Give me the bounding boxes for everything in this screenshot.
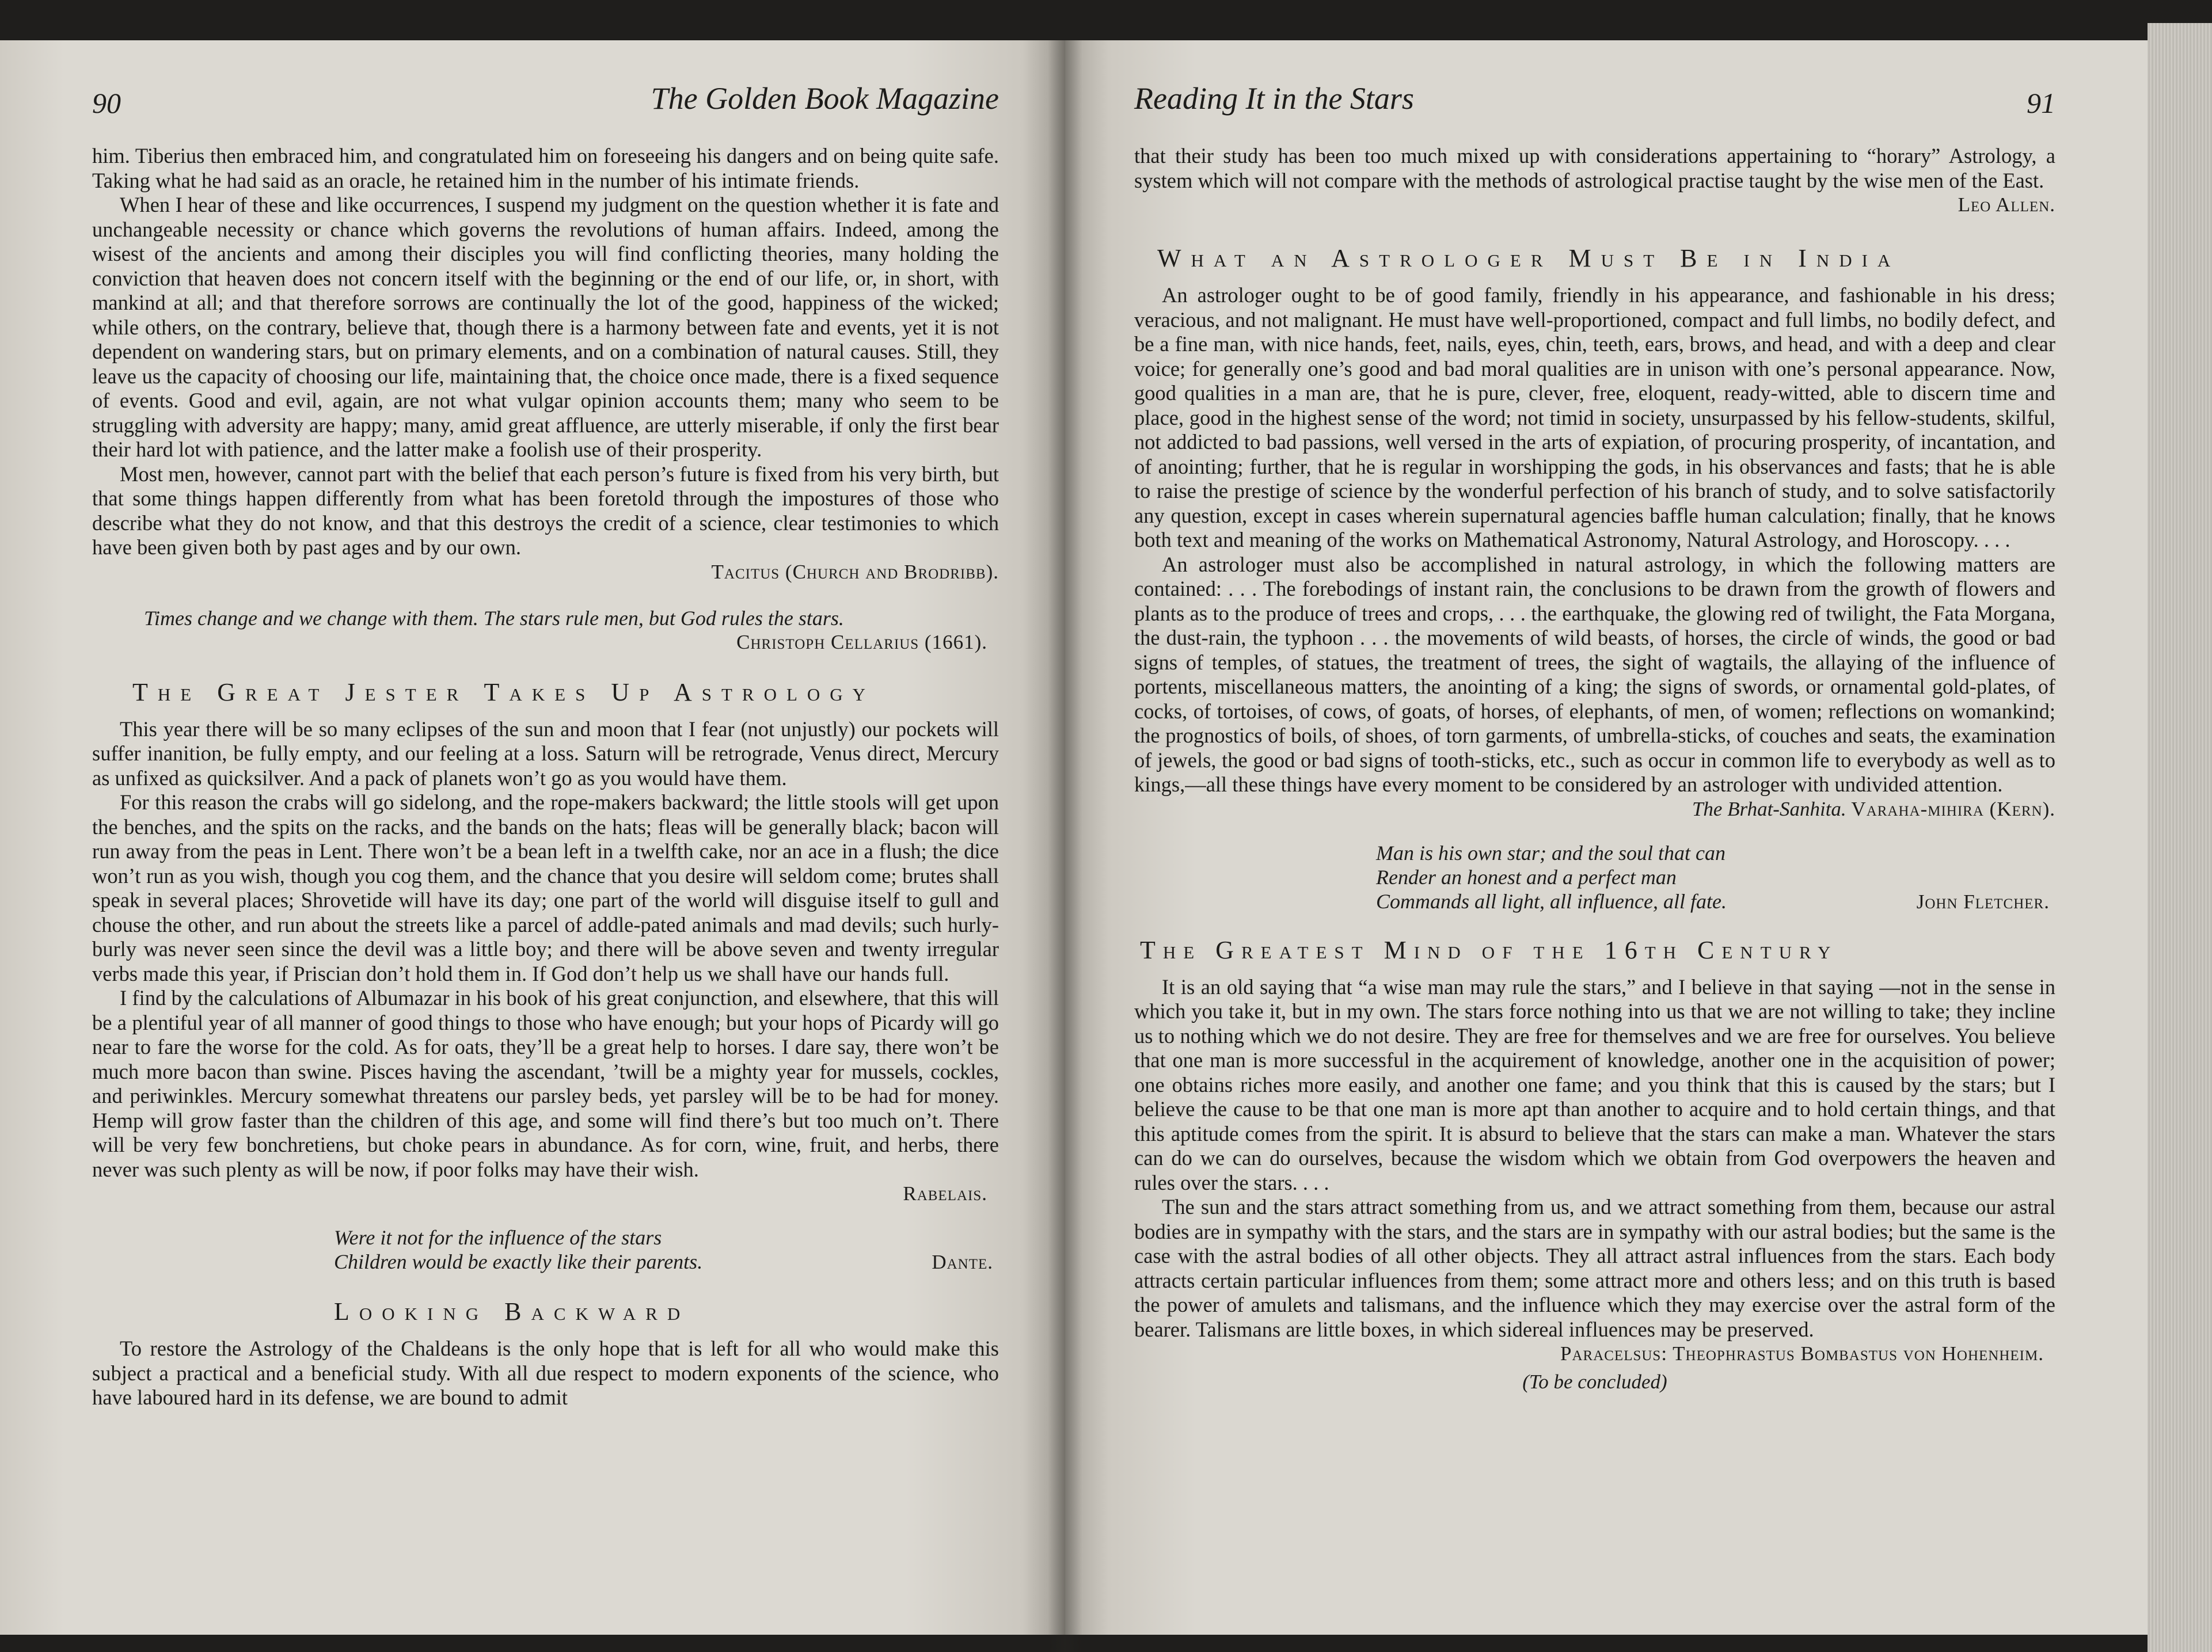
- left-running-head: [92, 81, 999, 144]
- attribution: Paracelsus: Theophrastus Bombastus von Hohenheim.: [1560, 1342, 2044, 1365]
- attribution: [1134, 797, 2055, 821]
- right-running-head: [1134, 81, 2055, 144]
- source-author: Varaha-mihira (Kern).: [1851, 797, 2055, 820]
- magazine-title: The Golden Book Magazine: [651, 81, 999, 116]
- verse-line: Man is his own star; and the soul that can: [1376, 841, 1726, 865]
- attribution: John Fletcher.: [1916, 890, 2050, 913]
- attribution: Rabelais.: [903, 1182, 987, 1205]
- paragraph: An astrologer ought to be of good family, friendly in his appearance, and fashionable in his dress; veracious, and not malignant. He must have well-proportioned, compact and full limbs, no bodily defect, and be a fine man, with nice hands, feet, nails, eyes, chin, teeth, ears, brows, and head, and with a deep and clear voice; for generally one’s good and bad moral qualities are in unison with one’s personal appearance. Now, good qualities in a man are, that he is pure, clever, free, eloquent, ready-witted, able to discern time and place, good in the highest sense of the word; not timid in society, unsurpassed by his fellow-students, skilful, not addicted to bad passions, well versed in the arts of expiation, of procuring prosperity, of incantation, and of anointing; further, that he is regular in worshipping the gods, in his observances and fasts; that he is able to raise the prestige of science by the wonderful perfection of his branch of study, and to solve satisfactorily any question, except in cases wherein supernatural agencies baffle human calculation; finally, that he knows both text and meaning of the works on Mathematical Astronomy, Natural Astrology, and Horoscopy. . . .: [1134, 283, 2055, 551]
- left-page: [0, 40, 1065, 1635]
- page-edges: [2148, 23, 2212, 1652]
- paragraph: For this reason the crabs will go sidelong, and the rope-makers backward; the little stools will get upon the benches, and the spits on the racks, and the bands on the hats; fleas will be generally black; bacon will run away from the peas in Lent. There won’t be a bean left in a twelfth cake, nor an ace in a flush; the dice won’t run as you wish, though you cog them, and the chance that you desire will seldom come; brutes shall speak in several places; Shrovetide will have its day; one part of the world will disguise itself to gull and chouse the other, and run about the streets like a parcel of addle-pated animals and mad devils; such hurly-burly was never seen since the devil was a little boy; and there will be above seven and twenty irregular verbs made this year, if Priscian don’t hold them in. If God don’t help us we shall have our hands full.: [92, 790, 999, 985]
- right-page: [1065, 40, 2156, 1635]
- paragraph: that their study has been too much mixed up with considerations appertaining to “horary” Astrology, a system which will not compare with the methods of astrological practise taught by the wise men of the East.: [1134, 144, 2055, 192]
- section-heading: Looking Backward: [334, 1297, 690, 1326]
- section-heading: The Greatest Mind of the 16th Century: [1140, 935, 1838, 964]
- attribution: Tacitus (Church and Brodribb).: [711, 560, 999, 583]
- page-number: 91: [2027, 87, 2055, 119]
- paragraph: When I hear of these and like occurrences, I suspend my judgment on the question whether it is fate and unchangeable necessity or chance which governs the revolutions of human affairs. Indeed, among the wisest of the ancients and among their disciples you will find conflicting theories, many holding the conviction that heaven does not concern itself with the beginning or the end of our life, or, in short, with mankind at all; and that therefore sorrows are continually the lot of the good, happiness of the wicked; while others, on the contrary, believe that, though there is a harmony between fate and events, yet it is not dependent on wandering stars, but on primary elements, and on a combination of natural causes. Still, they leave us the capacity of choosing our life, maintaining that, the choice once made, there is a fixed sequence of events. Good and evil, again, are not what vulgar opinion accounts them; many who seem to be struggling with adversity are happy; many, amid great affluence, are utterly miserable, if only the first bear their hard lot with patience, and the latter make a foolish use of their prosperity.: [92, 193, 999, 461]
- epigraph: Times change and we change with them. The stars rule men, but God rules the stars.: [144, 606, 844, 630]
- source-title: The Brhat-Sanhita.: [1692, 797, 1846, 820]
- book-gutter: [1048, 40, 1082, 1652]
- article-title: Reading It in the Stars: [1134, 81, 1414, 116]
- verse-line: Were it not for the influence of the stars: [334, 1226, 662, 1249]
- right-page-column: [1134, 81, 2055, 1395]
- paragraph: him. Tiberius then embraced him, and congratulated him on foreseeing his dangers and on being quite safe. Taking what he had said as an oracle, he retained him in the number of his intimate friends.: [92, 144, 999, 192]
- section-heading: The Great Jester Takes Up Astrology: [132, 677, 876, 706]
- verse-line: Children would be exactly like their parents.: [334, 1250, 703, 1273]
- paragraph: Most men, however, cannot part with the belief that each person’s future is fixed from his very birth, but that some things happen differently from what has been foretold through the impostures of those who describe what they do not know, and that this destroys the credit of a science, clear testimonies to which have been given both by past ages and by our own.: [92, 462, 999, 559]
- page-number: 90: [92, 87, 121, 119]
- paragraph: I find by the calculations of Albumazar in his book of his great conjunction, and elsewhere, that this will be a plentiful year of all manner of good things to those who have enough; but your hops of Picardy will go near to fare the worse for the cold. As for oats, they’ll be a great help to horses. I dare say, there won’t be much more bacon than swine. Pisces having the ascendant, ’twill be a mighty year for mussels, cockles, and periwinkles. Mercury somewhat threatens our parsley beds, yet parsley will be to be had for money. Hemp will grow faster than the children of this age, and some will find there’s but too much on’t. There will be very few bonchretiens, but choke pears in abundance. As for corn, wine, fruit, and herbs, there never was such plenty as will be now, if poor folks may have their wish.: [92, 986, 999, 1181]
- continuation-note: (To be concluded): [1522, 1371, 1667, 1393]
- attribution: Dante.: [932, 1251, 993, 1273]
- paragraph: An astrologer must also be accomplished in natural astrology, in which the following matters are contained: . . . The forebodings of instant rain, the conclusions to be drawn from the growth of flowers and plants as to the produce of trees and crops, . . . the earthquake, the glowing red of twilight, the Fata Morgana, the dust-rain, the typhoon . . . the movements of wild beasts, of horses, the circle of winds, the good or bad signs of temples, of statues, the treatment of trees, the sight of wagtails, the allaying of the influence of portents, miscellaneous matters, the anointing of a king; the signs of swords, or ornamental gold-plates, of cocks, of tortoises, of cows, of goats, of horses, of elephants, of men, of women; reflections on womankind; the prognostics of boils, of shoes, of torn garments, of umbrella-sticks, of couches and seats, the examination of jewels, the good or bad signs of tooth-sticks, etc., such as occur in common life to everybody as well as to kings,—all these things have every moment to be considered by an astrologer with undivided attention.: [1134, 552, 2055, 796]
- paragraph: The sun and the stars attract something from us, and we attract something from them, because our astral bodies are in sympathy with the stars, and the stars are in sympathy with our astral bodies; but the same is the case with the astral bodies of all other objects. They all attract astral influences from the stars. Each body attracts certain particular influences from them; some attract more and others less; and on this truth is based the power of amulets and talismans, and the influence which they may exercise over the astral form of the bearer. Talismans are little boxes, in which sidereal influences may be preserved.: [1134, 1195, 2055, 1341]
- paragraph: This year there will be so many eclipses of the sun and moon that I fear (not unjustly) our pockets will suffer inanition, be fully empty, and our feeling at a loss. Saturn will be retrograde, Venus direct, Mercury as unfixed as quicksilver. And a pack of planets won’t go as you would have them.: [92, 717, 999, 790]
- attribution: Christoph Cellarius (1661).: [736, 630, 987, 653]
- left-page-column: [92, 81, 999, 1410]
- verse-line: Commands all light, all influence, all fate.: [1376, 889, 1727, 913]
- section-heading: What an Astrologer Must Be in India: [1157, 244, 1901, 272]
- attribution: Leo Allen.: [1958, 193, 2055, 216]
- paragraph: It is an old saying that “a wise man may rule the stars,” and I believe in that saying —not in the sense in which you take it, but in my own. The stars force nothing into us that we are not willing to take; they incline us to nothing which we do not desire. They are free for themselves and we are free for ourselves. You believe that one man is more successful in the acquirement of knowledge, another one in the acquisition of power; one obtains riches more easily, and another one fame; and you think that this is caused by the stars; but I believe the cause to be that one man is more apt than another to acquire and to hold certain things, and that this aptitude comes from the spirit. It is absurd to believe that the stars can make a man. Whatever the stars can do we can do ourselves, because the wisdom which we obtain from God overpowers the heaven and rules over the stars. . . .: [1134, 975, 2055, 1194]
- verse-line: Render an honest and a perfect man: [1376, 865, 1677, 889]
- paragraph: To restore the Astrology of the Chaldeans is the only hope that is left for all who would make this subject a practical and a beneficial study. With all due respect to modern exponents of the science, who have laboured hard in its defense, we are bound to admit: [92, 1337, 999, 1409]
